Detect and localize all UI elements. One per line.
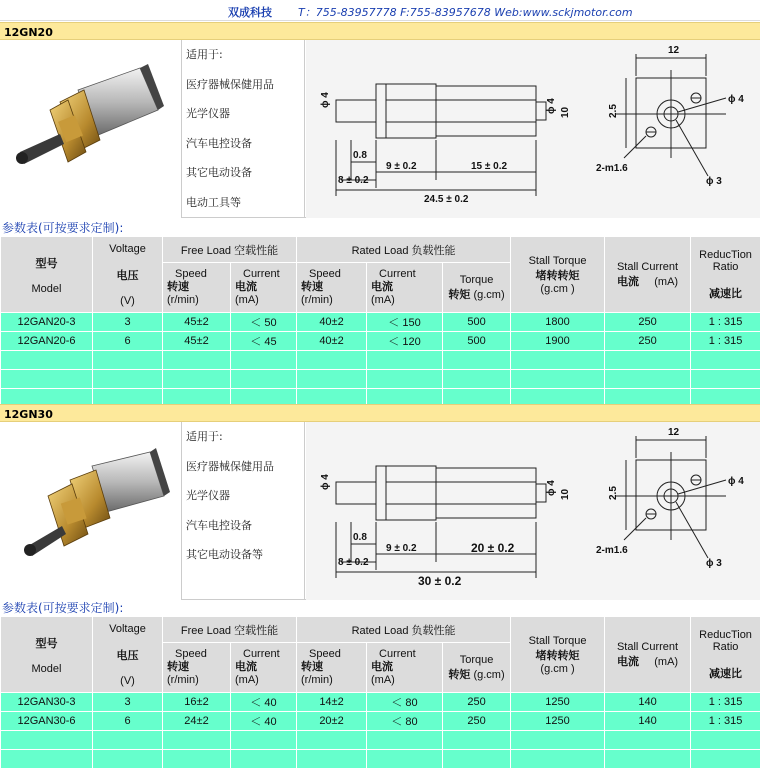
- header-stall-torque: Stall Torque 堵转转矩 (g.cm ): [511, 617, 605, 693]
- cell-torque: 250: [443, 693, 511, 712]
- params-title: 参数表(可按要求定制):: [2, 601, 124, 615]
- header-ratio: ReducTion Ratio 减速比: [691, 617, 760, 693]
- header-rated-current: Current 电流 (mA): [367, 643, 443, 693]
- product-overview-12gn30: [0, 422, 760, 600]
- dim-b: 8 ± 0.2: [338, 175, 369, 186]
- application-item: 适用于:: [186, 430, 223, 443]
- cell-stall-current: 250: [605, 313, 691, 332]
- header-rated-speed: Speed 转速 (r/min): [297, 263, 367, 313]
- cell-rated-current: ＜ 80: [367, 712, 443, 731]
- dim-d: 15 ± 0.2: [471, 161, 508, 172]
- application-item: 光学仪器: [186, 107, 230, 120]
- header-torque: Torque 转矩 (g.cm): [443, 263, 511, 313]
- dim-height: 10: [560, 106, 571, 118]
- dim-shaft-dia: ɸ 4: [320, 92, 331, 108]
- header-free-load: Free Load 空载性能: [163, 237, 297, 263]
- header-voltage: Voltage 电压 (V): [93, 237, 163, 313]
- params-title: 参数表(可按要求定制):: [2, 221, 124, 235]
- dim-body-dia: ɸ 4: [546, 98, 557, 114]
- cell-free-current: ＜ 40: [231, 712, 297, 731]
- dim-offset: 2.5: [608, 104, 619, 118]
- dim-screw: 2-m1.6: [596, 163, 628, 174]
- dim-d: 20 ± 0.2: [471, 541, 515, 555]
- cell-voltage: 3: [93, 693, 163, 712]
- cell-ratio: 1 : 315: [691, 693, 760, 712]
- top-banner: [0, 0, 760, 21]
- cell-free-current: ＜ 50: [231, 313, 297, 332]
- cell-stall-current: 250: [605, 332, 691, 351]
- cell-free-current: ＜ 40: [231, 693, 297, 712]
- header-rated-load: Rated Load 负载性能: [297, 617, 511, 643]
- spec-table-12gn20: [0, 236, 760, 408]
- dim-b: 8 ± 0.2: [338, 557, 369, 568]
- motor-photo: [0, 422, 182, 600]
- cell-ratio: 1 : 315: [691, 313, 760, 332]
- motor-photo: [0, 40, 182, 218]
- dim-height: 10: [560, 488, 571, 500]
- dim-width: 12: [668, 45, 680, 56]
- dim-right-dia: ɸ 4: [728, 94, 744, 105]
- application-item: 医疗器械保健用品: [186, 77, 274, 91]
- header-ratio: ReducTion Ratio 减速比: [691, 237, 760, 313]
- table-row: [1, 712, 760, 731]
- dim-total: 30 ± 0.2: [418, 574, 462, 588]
- cell-rated-speed: 20±2: [297, 712, 367, 731]
- table-row-empty: [1, 750, 760, 769]
- cell-free-speed: 24±2: [163, 712, 231, 731]
- cell-rated-current: ＜ 150: [367, 313, 443, 332]
- cell-model: 12GAN20-6: [1, 332, 93, 351]
- application-item: 适用于:: [186, 48, 223, 61]
- header-model: 型号 Model: [1, 617, 93, 693]
- cell-rated-current: ＜ 120: [367, 332, 443, 351]
- dim-shaft-dia: ɸ 4: [320, 474, 331, 490]
- application-item: 其它电动设备等: [186, 548, 263, 561]
- product-title-12gn30: 12GN30: [0, 404, 760, 422]
- cell-rated-current: ＜ 80: [367, 693, 443, 712]
- header-rated-load: Rated Load 负载性能: [297, 237, 511, 263]
- dim-c: 9 ± 0.2: [386, 543, 417, 554]
- dim-width: 12: [668, 427, 680, 438]
- cell-stall-torque: 1900: [511, 332, 605, 351]
- header-rated-speed: Speed 转速 (r/min): [297, 643, 367, 693]
- applications-list: [183, 40, 305, 218]
- dimension-drawing: [306, 422, 760, 600]
- header-free-current: Current 电流 (mA): [231, 263, 297, 313]
- header-stall-torque: Stall Torque 堵转转矩 (g.cm ): [511, 237, 605, 313]
- dim-offset: 2.5: [608, 486, 619, 500]
- dim-a: 0.8: [353, 532, 367, 543]
- application-item: 医疗器械保健用品: [186, 459, 274, 473]
- cell-torque: 500: [443, 313, 511, 332]
- cell-free-speed: 16±2: [163, 693, 231, 712]
- header-model: 型号 Model: [1, 237, 93, 313]
- product-title-12gn20: 12GN20: [0, 22, 760, 40]
- cell-voltage: 6: [93, 712, 163, 731]
- dim-screw: 2-m1.6: [596, 545, 628, 556]
- application-item: 汽车电控设备: [186, 136, 252, 150]
- cell-torque: 500: [443, 332, 511, 351]
- table-row: [1, 693, 760, 712]
- application-item: 汽车电控设备: [186, 518, 252, 532]
- cell-stall-torque: 1250: [511, 693, 605, 712]
- cell-free-speed: 45±2: [163, 332, 231, 351]
- header-free-speed: Speed 转速 (r/min): [163, 643, 231, 693]
- header-voltage: Voltage 电压 (V): [93, 617, 163, 693]
- cell-voltage: 3: [93, 313, 163, 332]
- cell-free-current: ＜ 45: [231, 332, 297, 351]
- dim-right-dia: ɸ 4: [728, 476, 744, 487]
- dim-body-dia: ɸ 4: [546, 480, 557, 496]
- cell-rated-speed: 40±2: [297, 313, 367, 332]
- header-free-speed: Speed 转速 (r/min): [163, 263, 231, 313]
- table-row: [1, 332, 760, 351]
- header-free-current: Current 电流 (mA): [231, 643, 297, 693]
- application-item: 光学仪器: [186, 489, 230, 502]
- cell-rated-speed: 40±2: [297, 332, 367, 351]
- dimension-drawing: [306, 40, 760, 218]
- cell-free-speed: 45±2: [163, 313, 231, 332]
- dim-hole: ɸ 3: [706, 176, 722, 187]
- cell-stall-current: 140: [605, 693, 691, 712]
- application-item: 电动工具等: [186, 195, 241, 209]
- dim-hole: ɸ 3: [706, 558, 722, 569]
- contact-info: T：755-83957778 F:755-83957678 Web:www.sckjmotor.com: [298, 6, 633, 19]
- header-stall-current: Stall Current 电流 (mA): [605, 237, 691, 313]
- product-overview-12gn20: [0, 40, 760, 218]
- dim-a: 0.8: [353, 150, 367, 161]
- cell-ratio: 1 : 315: [691, 712, 760, 731]
- spec-table-12gn30: [0, 616, 760, 769]
- cell-model: 12GAN30-3: [1, 693, 93, 712]
- table-row-empty: [1, 731, 760, 750]
- cell-rated-speed: 14±2: [297, 693, 367, 712]
- table-row: [1, 313, 760, 332]
- cell-stall-current: 140: [605, 712, 691, 731]
- cell-stall-torque: 1800: [511, 313, 605, 332]
- cell-stall-torque: 1250: [511, 712, 605, 731]
- cell-torque: 250: [443, 712, 511, 731]
- application-item: 其它电动设备: [186, 166, 252, 179]
- cell-voltage: 6: [93, 332, 163, 351]
- dim-total: 24.5 ± 0.2: [424, 194, 469, 205]
- applications-list: [183, 422, 305, 600]
- cell-model: 12GAN30-6: [1, 712, 93, 731]
- header-rated-current: Current 电流 (mA): [367, 263, 443, 313]
- header-stall-current: Stall Current 电流 (mA): [605, 617, 691, 693]
- table-row-empty: [1, 370, 760, 389]
- dim-c: 9 ± 0.2: [386, 161, 417, 172]
- header-free-load: Free Load 空载性能: [163, 617, 297, 643]
- cell-ratio: 1 : 315: [691, 332, 760, 351]
- cell-model: 12GAN20-3: [1, 313, 93, 332]
- header-torque: Torque 转矩 (g.cm): [443, 643, 511, 693]
- table-row-empty: [1, 351, 760, 370]
- company-name: 双成科技: [228, 6, 272, 19]
